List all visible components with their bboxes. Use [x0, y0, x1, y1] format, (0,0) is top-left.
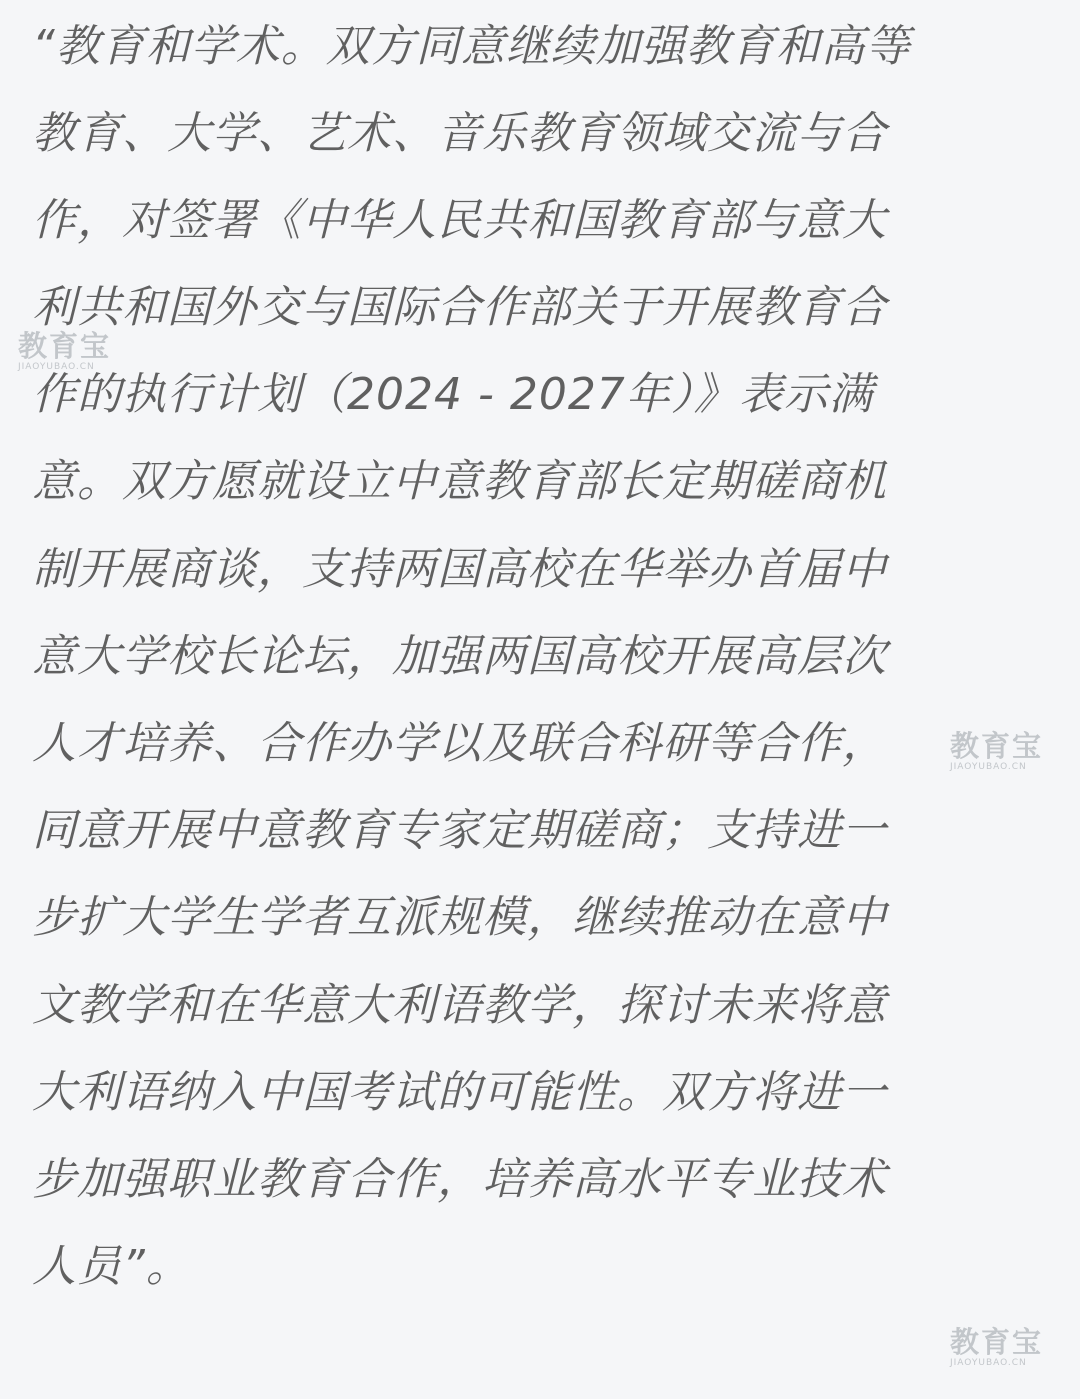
paragraph-line: 意。双方愿就设立中意教育部长定期磋商机 — [32, 456, 887, 507]
paragraph-line: 同意开展中意教育专家定期磋商；支持进一 — [32, 805, 887, 856]
paragraph-line: 作，对签署《中华人民共和国教育部与意大 — [32, 195, 887, 246]
paragraph-line: 大利语纳入中国考试的可能性。双方将进一 — [32, 1067, 887, 1118]
paragraph-line: “教育和学术。双方同意继续加强教育和高等 — [32, 21, 911, 72]
watermark-domain-text: JIAOYUBAO.CN — [950, 1358, 1027, 1368]
paragraph-line: 人才培养、合作办学以及联合科研等合作， — [32, 718, 887, 769]
watermark-brand-text: 教育宝 — [18, 329, 112, 363]
paragraph-line: 步加强职业教育合作，培养高水平专业技术 — [32, 1154, 887, 1205]
paragraph-line: 意大学校长论坛，加强两国高校开展高层次 — [32, 631, 887, 682]
paragraph-line: 教育、大学、艺术、音乐教育领域交流与合 — [32, 108, 887, 159]
watermark-logo — [950, 730, 1062, 778]
paragraph-line: 作的执行计划（2024 - 2027年）》表示满 — [32, 369, 874, 420]
paragraph-line: 利共和国外交与国际合作部关于开展教育合 — [32, 282, 887, 333]
watermark-logo — [950, 1326, 1062, 1374]
paragraph-line: 制开展商谈，支持两国高校在华举办首届中 — [32, 544, 887, 595]
watermark-logo — [18, 330, 130, 378]
paragraph-line: 人员”。 — [32, 1241, 191, 1292]
watermark-domain-text: JIAOYUBAO.CN — [18, 362, 95, 372]
watermark-brand-text: 教育宝 — [950, 729, 1044, 763]
watermark-brand-text: 教育宝 — [950, 1325, 1044, 1359]
paragraph-line: 步扩大学生学者互派规模，继续推动在意中 — [32, 892, 887, 943]
watermark-domain-text: JIAOYUBAO.CN — [950, 762, 1027, 772]
paragraph-line: 文教学和在华意大利语教学，探讨未来将意 — [32, 980, 887, 1031]
